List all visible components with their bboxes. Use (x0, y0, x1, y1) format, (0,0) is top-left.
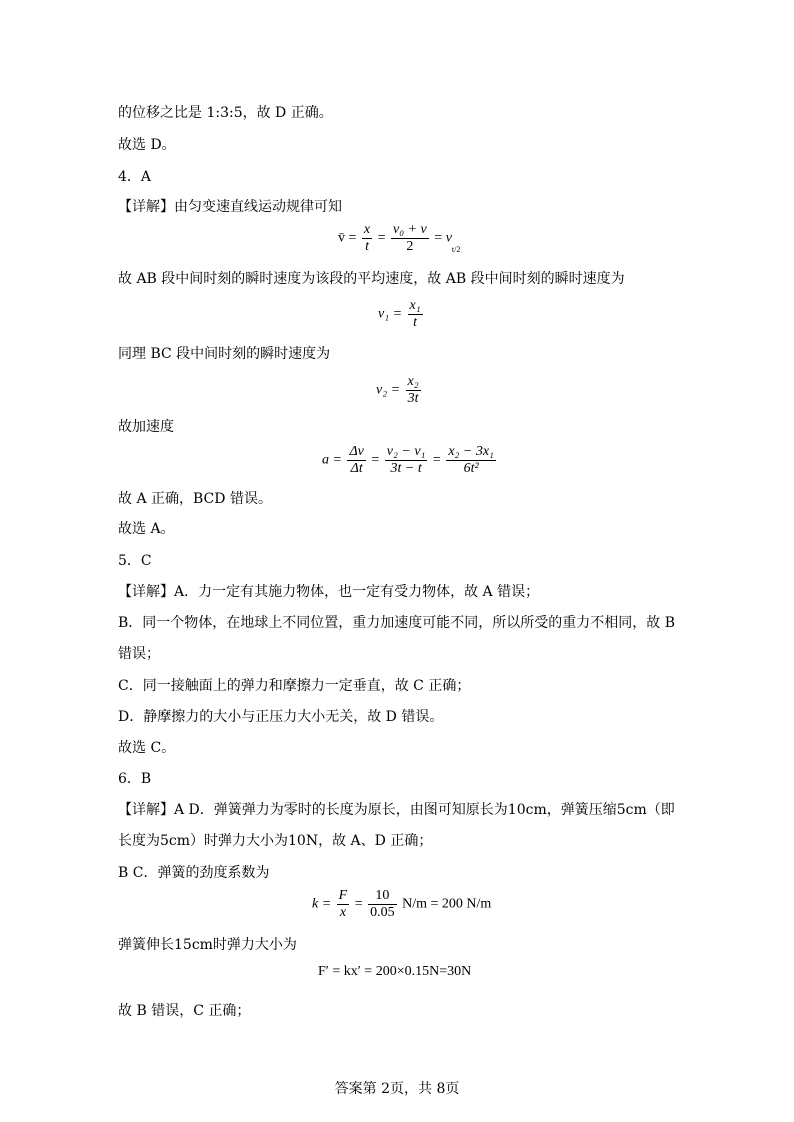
text-line: 故加速度 (118, 419, 174, 435)
denominator: t (413, 315, 418, 330)
formula-lhs: v₂ = (376, 382, 401, 398)
formula-spring-force: F′ = kx′ = 200×0.15N=30N (318, 964, 472, 979)
fraction (391, 222, 429, 255)
denominator: x (339, 905, 347, 920)
numerator: x₂ − 3x₁ (448, 444, 494, 459)
numerator: x₁ (409, 298, 421, 313)
formula-acceleration: a = $\frac{\Delta v}{\Delta t}$ = $\frac{\text{v₂ − v₁}}{3t - t}$ = $\frac{\text{x₂ − 3x₁}}{\text{6t²}}$ (322, 444, 494, 476)
text-line: 同理 BC 段中间时刻的瞬时速度为 (118, 346, 331, 362)
question-number: 5．C (118, 553, 152, 569)
text-line: 【详解】由匀变速直线运动规律可知 (118, 199, 342, 215)
text-line: 故选 A。 (118, 521, 175, 537)
fraction (408, 298, 423, 331)
denominator: 2 (406, 239, 414, 254)
numerator: v₂ − v₁ (386, 444, 426, 459)
fraction (446, 444, 496, 477)
numerator: Δv (349, 444, 364, 459)
fraction (362, 222, 372, 255)
text-line: 弹簧伸长15cm时弹力大小为 (118, 937, 297, 953)
text-line: B．同一个物体，在地球上不同位置，重力加速度可能不同，所以所受的重力不相同，故 B (118, 615, 676, 631)
numerator: x₂ (407, 374, 419, 389)
formula-average-velocity: v̄ = $\frac{x}{t}$ = $\frac{\text{v₀ + v}}{2}$ = vt/2 (338, 222, 461, 254)
formula-lhs: k = (312, 896, 332, 912)
subscript: t/2 (451, 244, 461, 254)
fraction (385, 444, 428, 477)
question-number: 4．A (118, 169, 152, 185)
formula-lhs: v̄ = (338, 230, 357, 246)
text-line: 错误； (118, 646, 160, 662)
text-line: 故 AB 段中间时刻的瞬时速度为该段的平均速度，故 AB 段中间时刻的瞬时速度为 (118, 271, 625, 287)
denominator: 3t (407, 391, 419, 406)
formula-lhs: v₁ = (378, 306, 403, 322)
text-line: 的位移之比是 1:3:5，故 D 正确。 (118, 105, 333, 121)
text-line: B C．弹簧的劲度系数为 (118, 865, 270, 881)
denominator: Δt (350, 461, 363, 476)
text-line: 长度为5cm）时弹力大小为10N，故 A、D 正确； (118, 833, 433, 849)
formula-lhs: a = (322, 452, 342, 468)
denominator: 0.05 (370, 905, 395, 920)
text-line: 故 B 错误，C 正确； (118, 1003, 251, 1019)
question-number: 6．B (118, 771, 152, 787)
text-line: D．静摩擦力的大小与正压力大小无关，故 D 错误。 (118, 709, 444, 725)
numerator: 10 (368, 888, 397, 905)
page-footer: 答案第 2页，共 8页 (334, 1081, 460, 1097)
text-line: 故选 C。 (118, 740, 176, 756)
text-line: 故 A 正确，BCD 错误。 (118, 491, 272, 507)
fraction (368, 888, 397, 921)
text-line: C．同一接触面上的弹力和摩擦力一定垂直，故 C 正确； (118, 678, 471, 694)
fraction (347, 444, 365, 477)
fraction (406, 374, 421, 407)
text-line: 【详解】A D．弹簧弹力为零时的长度为原长，由图可知原长为10cm，弹簧压缩5cm（即 (118, 802, 675, 818)
text-line: 故选 D。 (118, 137, 176, 153)
formula-v1 (378, 298, 425, 331)
fraction (337, 888, 350, 921)
formula-spring-constant: k = $\frac{F}{x}$ = $\frac{10}{0.05}$ N/m = 200 N/m (312, 888, 492, 920)
denominator: t (365, 239, 369, 254)
denominator: 3t − t (390, 461, 422, 476)
formula-rhs: v (445, 230, 452, 246)
formula-rhs: N/m = 200 N/m (402, 896, 492, 912)
denominator: 6t² (463, 461, 479, 476)
numerator: x (363, 222, 371, 237)
numerator: v₀ + v (393, 222, 427, 237)
numerator: F (338, 888, 348, 903)
text-line: 【详解】A．力一定有其施力物体，也一定有受力物体，故 A 错误； (118, 584, 540, 600)
formula-v2 (376, 374, 423, 407)
